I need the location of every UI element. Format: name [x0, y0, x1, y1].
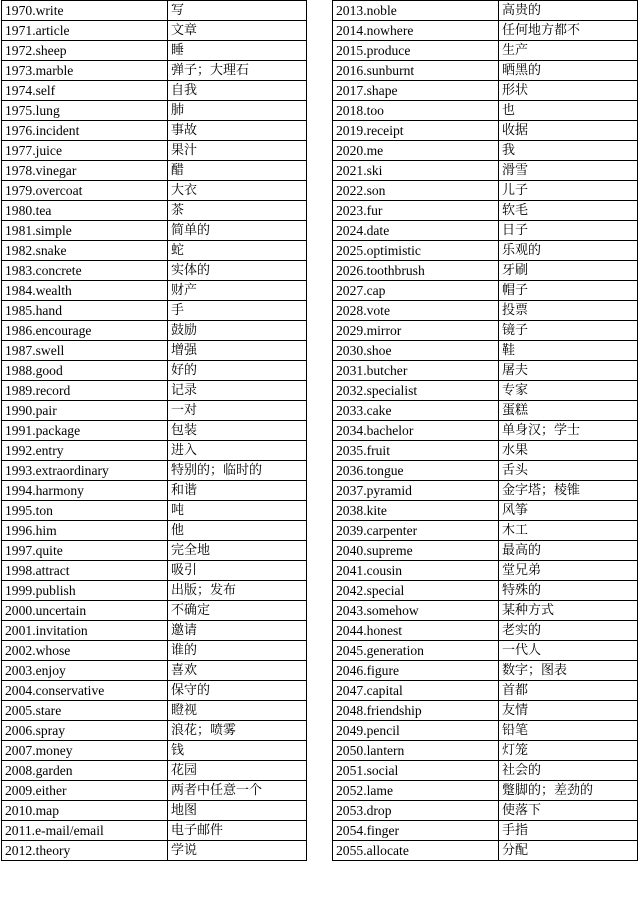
table-row — [2, 21, 307, 41]
word-term: 1996.him — [2, 521, 168, 541]
table-row — [333, 641, 638, 661]
table-row — [333, 821, 638, 841]
word-meaning: 吸引 — [168, 561, 307, 581]
table-row — [2, 501, 307, 521]
table-row — [2, 121, 307, 141]
word-term: 2006.spray — [2, 721, 168, 741]
table-row — [2, 281, 307, 301]
table-row — [333, 341, 638, 361]
word-term: 2027.cap — [333, 281, 499, 301]
word-meaning: 醋 — [168, 161, 307, 181]
table-row — [333, 461, 638, 481]
word-term: 2026.toothbrush — [333, 261, 499, 281]
table-row — [333, 321, 638, 341]
table-row — [333, 261, 638, 281]
word-meaning: 地图 — [168, 801, 307, 821]
table-row — [2, 341, 307, 361]
word-meaning: 水果 — [499, 441, 638, 461]
word-term: 1976.incident — [2, 121, 168, 141]
word-term: 1971.article — [2, 21, 168, 41]
table-row — [2, 701, 307, 721]
word-term: 2008.garden — [2, 761, 168, 781]
word-term: 1990.pair — [2, 401, 168, 421]
word-meaning: 任何地方都不 — [499, 21, 638, 41]
word-term: 2053.drop — [333, 801, 499, 821]
word-term: 2013.noble — [333, 1, 499, 21]
table-row — [2, 381, 307, 401]
word-term: 2028.vote — [333, 301, 499, 321]
word-meaning: 出版；发布 — [168, 581, 307, 601]
word-term: 1992.entry — [2, 441, 168, 461]
word-term: 2019.receipt — [333, 121, 499, 141]
table-row — [2, 541, 307, 561]
word-meaning: 灯笼 — [499, 741, 638, 761]
word-meaning: 风筝 — [499, 501, 638, 521]
word-term: 2037.pyramid — [333, 481, 499, 501]
table-row — [2, 301, 307, 321]
word-term: 2033.cake — [333, 401, 499, 421]
table-row — [2, 81, 307, 101]
table-row — [2, 721, 307, 741]
word-term: 2043.somehow — [333, 601, 499, 621]
word-meaning: 睡 — [168, 41, 307, 61]
table-row — [333, 561, 638, 581]
word-meaning: 简单的 — [168, 221, 307, 241]
word-term: 2003.enjoy — [2, 661, 168, 681]
table-row — [2, 841, 307, 861]
word-meaning: 财产 — [168, 281, 307, 301]
word-meaning: 蹩脚的；差劲的 — [499, 781, 638, 801]
word-term: 2048.friendship — [333, 701, 499, 721]
word-term: 2041.cousin — [333, 561, 499, 581]
table-row — [333, 501, 638, 521]
word-term: 1973.marble — [2, 61, 168, 81]
word-meaning: 堂兄弟 — [499, 561, 638, 581]
word-meaning: 不确定 — [168, 601, 307, 621]
table-row — [333, 1, 638, 21]
table-row — [333, 301, 638, 321]
table-row — [333, 441, 638, 461]
word-term: 1994.harmony — [2, 481, 168, 501]
word-meaning: 写 — [168, 1, 307, 21]
table-row — [333, 61, 638, 81]
word-meaning: 软毛 — [499, 201, 638, 221]
word-term: 1984.wealth — [2, 281, 168, 301]
word-term: 2004.conservative — [2, 681, 168, 701]
word-term: 1983.concrete — [2, 261, 168, 281]
word-term: 2036.tongue — [333, 461, 499, 481]
word-term: 2022.son — [333, 181, 499, 201]
word-meaning: 弹子；大理石 — [168, 61, 307, 81]
word-meaning: 儿子 — [499, 181, 638, 201]
word-term: 2055.allocate — [333, 841, 499, 861]
table-row — [2, 61, 307, 81]
word-meaning: 肺 — [168, 101, 307, 121]
word-meaning: 舌头 — [499, 461, 638, 481]
table-row — [2, 161, 307, 181]
word-meaning: 文章 — [168, 21, 307, 41]
word-meaning: 记录 — [168, 381, 307, 401]
word-meaning: 木工 — [499, 521, 638, 541]
word-meaning: 高贵的 — [499, 1, 638, 21]
table-row — [333, 681, 638, 701]
table-row — [2, 641, 307, 661]
table-row — [2, 221, 307, 241]
word-meaning: 数字；图表 — [499, 661, 638, 681]
word-meaning: 帽子 — [499, 281, 638, 301]
table-row — [333, 81, 638, 101]
word-term: 1978.vinegar — [2, 161, 168, 181]
word-meaning: 实体的 — [168, 261, 307, 281]
table-row — [333, 741, 638, 761]
word-meaning: 保守的 — [168, 681, 307, 701]
table-row — [2, 821, 307, 841]
word-meaning: 老实的 — [499, 621, 638, 641]
word-meaning: 鞋 — [499, 341, 638, 361]
word-term: 2046.figure — [333, 661, 499, 681]
word-meaning: 大衣 — [168, 181, 307, 201]
word-meaning: 事故 — [168, 121, 307, 141]
word-term: 2044.honest — [333, 621, 499, 641]
table-row — [2, 741, 307, 761]
vocab-table-right — [332, 0, 638, 861]
word-meaning: 我 — [499, 141, 638, 161]
table-row — [333, 401, 638, 421]
table-row — [2, 581, 307, 601]
table-row — [333, 661, 638, 681]
word-term: 1989.record — [2, 381, 168, 401]
word-meaning: 他 — [168, 521, 307, 541]
word-term: 1988.good — [2, 361, 168, 381]
word-term: 2038.kite — [333, 501, 499, 521]
word-meaning: 单身汉；学士 — [499, 421, 638, 441]
table-row — [333, 161, 638, 181]
word-term: 1980.tea — [2, 201, 168, 221]
table-row — [2, 441, 307, 461]
table-row — [2, 361, 307, 381]
word-meaning: 谁的 — [168, 641, 307, 661]
word-meaning: 特殊的 — [499, 581, 638, 601]
word-term: 2030.shoe — [333, 341, 499, 361]
word-meaning: 和谐 — [168, 481, 307, 501]
table-row — [333, 201, 638, 221]
word-meaning: 特别的；临时的 — [168, 461, 307, 481]
word-meaning: 电子邮件 — [168, 821, 307, 841]
word-term: 1974.self — [2, 81, 168, 101]
word-meaning: 浪花；喷雾 — [168, 721, 307, 741]
word-meaning: 滑雪 — [499, 161, 638, 181]
table-row — [2, 101, 307, 121]
table-row — [333, 281, 638, 301]
table-row — [333, 721, 638, 741]
table-row — [333, 801, 638, 821]
word-term: 1972.sheep — [2, 41, 168, 61]
table-row — [333, 21, 638, 41]
table-row — [333, 841, 638, 861]
word-meaning: 形状 — [499, 81, 638, 101]
word-term: 2016.sunburnt — [333, 61, 499, 81]
table-row — [2, 401, 307, 421]
word-meaning: 蛇 — [168, 241, 307, 261]
word-meaning: 钱 — [168, 741, 307, 761]
word-meaning: 鼓励 — [168, 321, 307, 341]
table-row — [2, 681, 307, 701]
word-term: 2005.stare — [2, 701, 168, 721]
word-term: 2032.specialist — [333, 381, 499, 401]
table-row — [2, 421, 307, 441]
word-meaning: 学说 — [168, 841, 307, 861]
word-term: 2050.lantern — [333, 741, 499, 761]
table-row — [333, 241, 638, 261]
word-meaning: 牙刷 — [499, 261, 638, 281]
table-row — [333, 781, 638, 801]
table-row — [2, 201, 307, 221]
word-meaning: 镜子 — [499, 321, 638, 341]
table-row — [333, 541, 638, 561]
table-row — [333, 761, 638, 781]
word-term: 1986.encourage — [2, 321, 168, 341]
word-term: 2052.lame — [333, 781, 499, 801]
word-term: 2051.social — [333, 761, 499, 781]
table-row — [333, 581, 638, 601]
table-row — [2, 321, 307, 341]
word-term: 2039.carpenter — [333, 521, 499, 541]
word-term: 2014.nowhere — [333, 21, 499, 41]
table-row — [333, 181, 638, 201]
word-term: 2042.special — [333, 581, 499, 601]
table-row — [2, 261, 307, 281]
word-term: 1985.hand — [2, 301, 168, 321]
word-meaning: 手 — [168, 301, 307, 321]
table-row — [333, 101, 638, 121]
word-term: 1999.publish — [2, 581, 168, 601]
table-row — [2, 521, 307, 541]
word-meaning: 一对 — [168, 401, 307, 421]
word-meaning: 日子 — [499, 221, 638, 241]
word-term: 2002.whose — [2, 641, 168, 661]
word-meaning: 吨 — [168, 501, 307, 521]
table-row — [333, 701, 638, 721]
table-row — [2, 561, 307, 581]
table-row — [333, 361, 638, 381]
table-row — [2, 141, 307, 161]
word-term: 2023.fur — [333, 201, 499, 221]
word-term: 2029.mirror — [333, 321, 499, 341]
word-term: 2011.e-mail/email — [2, 821, 168, 841]
word-meaning: 瞪视 — [168, 701, 307, 721]
table-row — [2, 661, 307, 681]
word-term: 2020.me — [333, 141, 499, 161]
word-term: 2017.shape — [333, 81, 499, 101]
word-meaning: 好的 — [168, 361, 307, 381]
word-term: 2001.invitation — [2, 621, 168, 641]
word-meaning: 邀请 — [168, 621, 307, 641]
word-meaning: 乐观的 — [499, 241, 638, 261]
word-term: 1991.package — [2, 421, 168, 441]
word-term: 2009.either — [2, 781, 168, 801]
vocab-table-left — [1, 0, 307, 861]
table-row — [333, 601, 638, 621]
word-meaning: 生产 — [499, 41, 638, 61]
word-meaning: 增强 — [168, 341, 307, 361]
table-row — [333, 41, 638, 61]
table-row — [2, 761, 307, 781]
table-row — [333, 481, 638, 501]
word-meaning: 果汁 — [168, 141, 307, 161]
table-row — [2, 1, 307, 21]
table-row — [2, 781, 307, 801]
table-row — [333, 521, 638, 541]
word-meaning: 晒黑的 — [499, 61, 638, 81]
word-meaning: 喜欢 — [168, 661, 307, 681]
word-term: 2021.ski — [333, 161, 499, 181]
word-term: 1981.simple — [2, 221, 168, 241]
word-term: 2034.bachelor — [333, 421, 499, 441]
word-meaning: 专家 — [499, 381, 638, 401]
word-term: 2007.money — [2, 741, 168, 761]
word-term: 1977.juice — [2, 141, 168, 161]
table-row — [2, 621, 307, 641]
word-meaning: 蛋糕 — [499, 401, 638, 421]
word-meaning: 也 — [499, 101, 638, 121]
table-row — [2, 41, 307, 61]
word-meaning: 花园 — [168, 761, 307, 781]
word-meaning: 某种方式 — [499, 601, 638, 621]
table-row — [2, 801, 307, 821]
word-term: 1982.snake — [2, 241, 168, 261]
table-row — [333, 381, 638, 401]
word-meaning: 社会的 — [499, 761, 638, 781]
table-row — [333, 221, 638, 241]
word-term: 2024.date — [333, 221, 499, 241]
word-term: 1997.quite — [2, 541, 168, 561]
word-meaning: 完全地 — [168, 541, 307, 561]
table-row — [2, 241, 307, 261]
table-row — [333, 121, 638, 141]
word-meaning: 进入 — [168, 441, 307, 461]
word-meaning: 友情 — [499, 701, 638, 721]
table-row — [2, 181, 307, 201]
word-meaning: 最高的 — [499, 541, 638, 561]
word-term: 2054.finger — [333, 821, 499, 841]
word-term: 1979.overcoat — [2, 181, 168, 201]
word-term: 2035.fruit — [333, 441, 499, 461]
word-meaning: 金字塔；棱锥 — [499, 481, 638, 501]
word-meaning: 使落下 — [499, 801, 638, 821]
table-row — [2, 461, 307, 481]
table-row — [2, 481, 307, 501]
table-row — [333, 421, 638, 441]
word-meaning: 自我 — [168, 81, 307, 101]
word-term: 2018.too — [333, 101, 499, 121]
word-meaning: 铅笔 — [499, 721, 638, 741]
word-term: 2049.pencil — [333, 721, 499, 741]
word-meaning: 茶 — [168, 201, 307, 221]
word-meaning: 两者中任意一个 — [168, 781, 307, 801]
word-term: 1995.ton — [2, 501, 168, 521]
word-term: 2047.capital — [333, 681, 499, 701]
word-term: 1998.attract — [2, 561, 168, 581]
word-meaning: 一代人 — [499, 641, 638, 661]
word-term: 2040.supreme — [333, 541, 499, 561]
word-term: 2010.map — [2, 801, 168, 821]
word-term: 2045.generation — [333, 641, 499, 661]
word-meaning: 投票 — [499, 301, 638, 321]
word-term: 2015.produce — [333, 41, 499, 61]
word-term: 1970.write — [2, 1, 168, 21]
table-row — [333, 621, 638, 641]
word-meaning: 分配 — [499, 841, 638, 861]
word-term: 1987.swell — [2, 341, 168, 361]
word-term: 2012.theory — [2, 841, 168, 861]
table-row — [2, 601, 307, 621]
word-meaning: 收据 — [499, 121, 638, 141]
word-meaning: 包装 — [168, 421, 307, 441]
word-meaning: 首都 — [499, 681, 638, 701]
word-term: 2025.optimistic — [333, 241, 499, 261]
word-meaning: 手指 — [499, 821, 638, 841]
word-term: 1975.lung — [2, 101, 168, 121]
table-row — [333, 141, 638, 161]
word-term: 1993.extraordinary — [2, 461, 168, 481]
word-term: 2000.uncertain — [2, 601, 168, 621]
word-meaning: 屠夫 — [499, 361, 638, 381]
word-term: 2031.butcher — [333, 361, 499, 381]
